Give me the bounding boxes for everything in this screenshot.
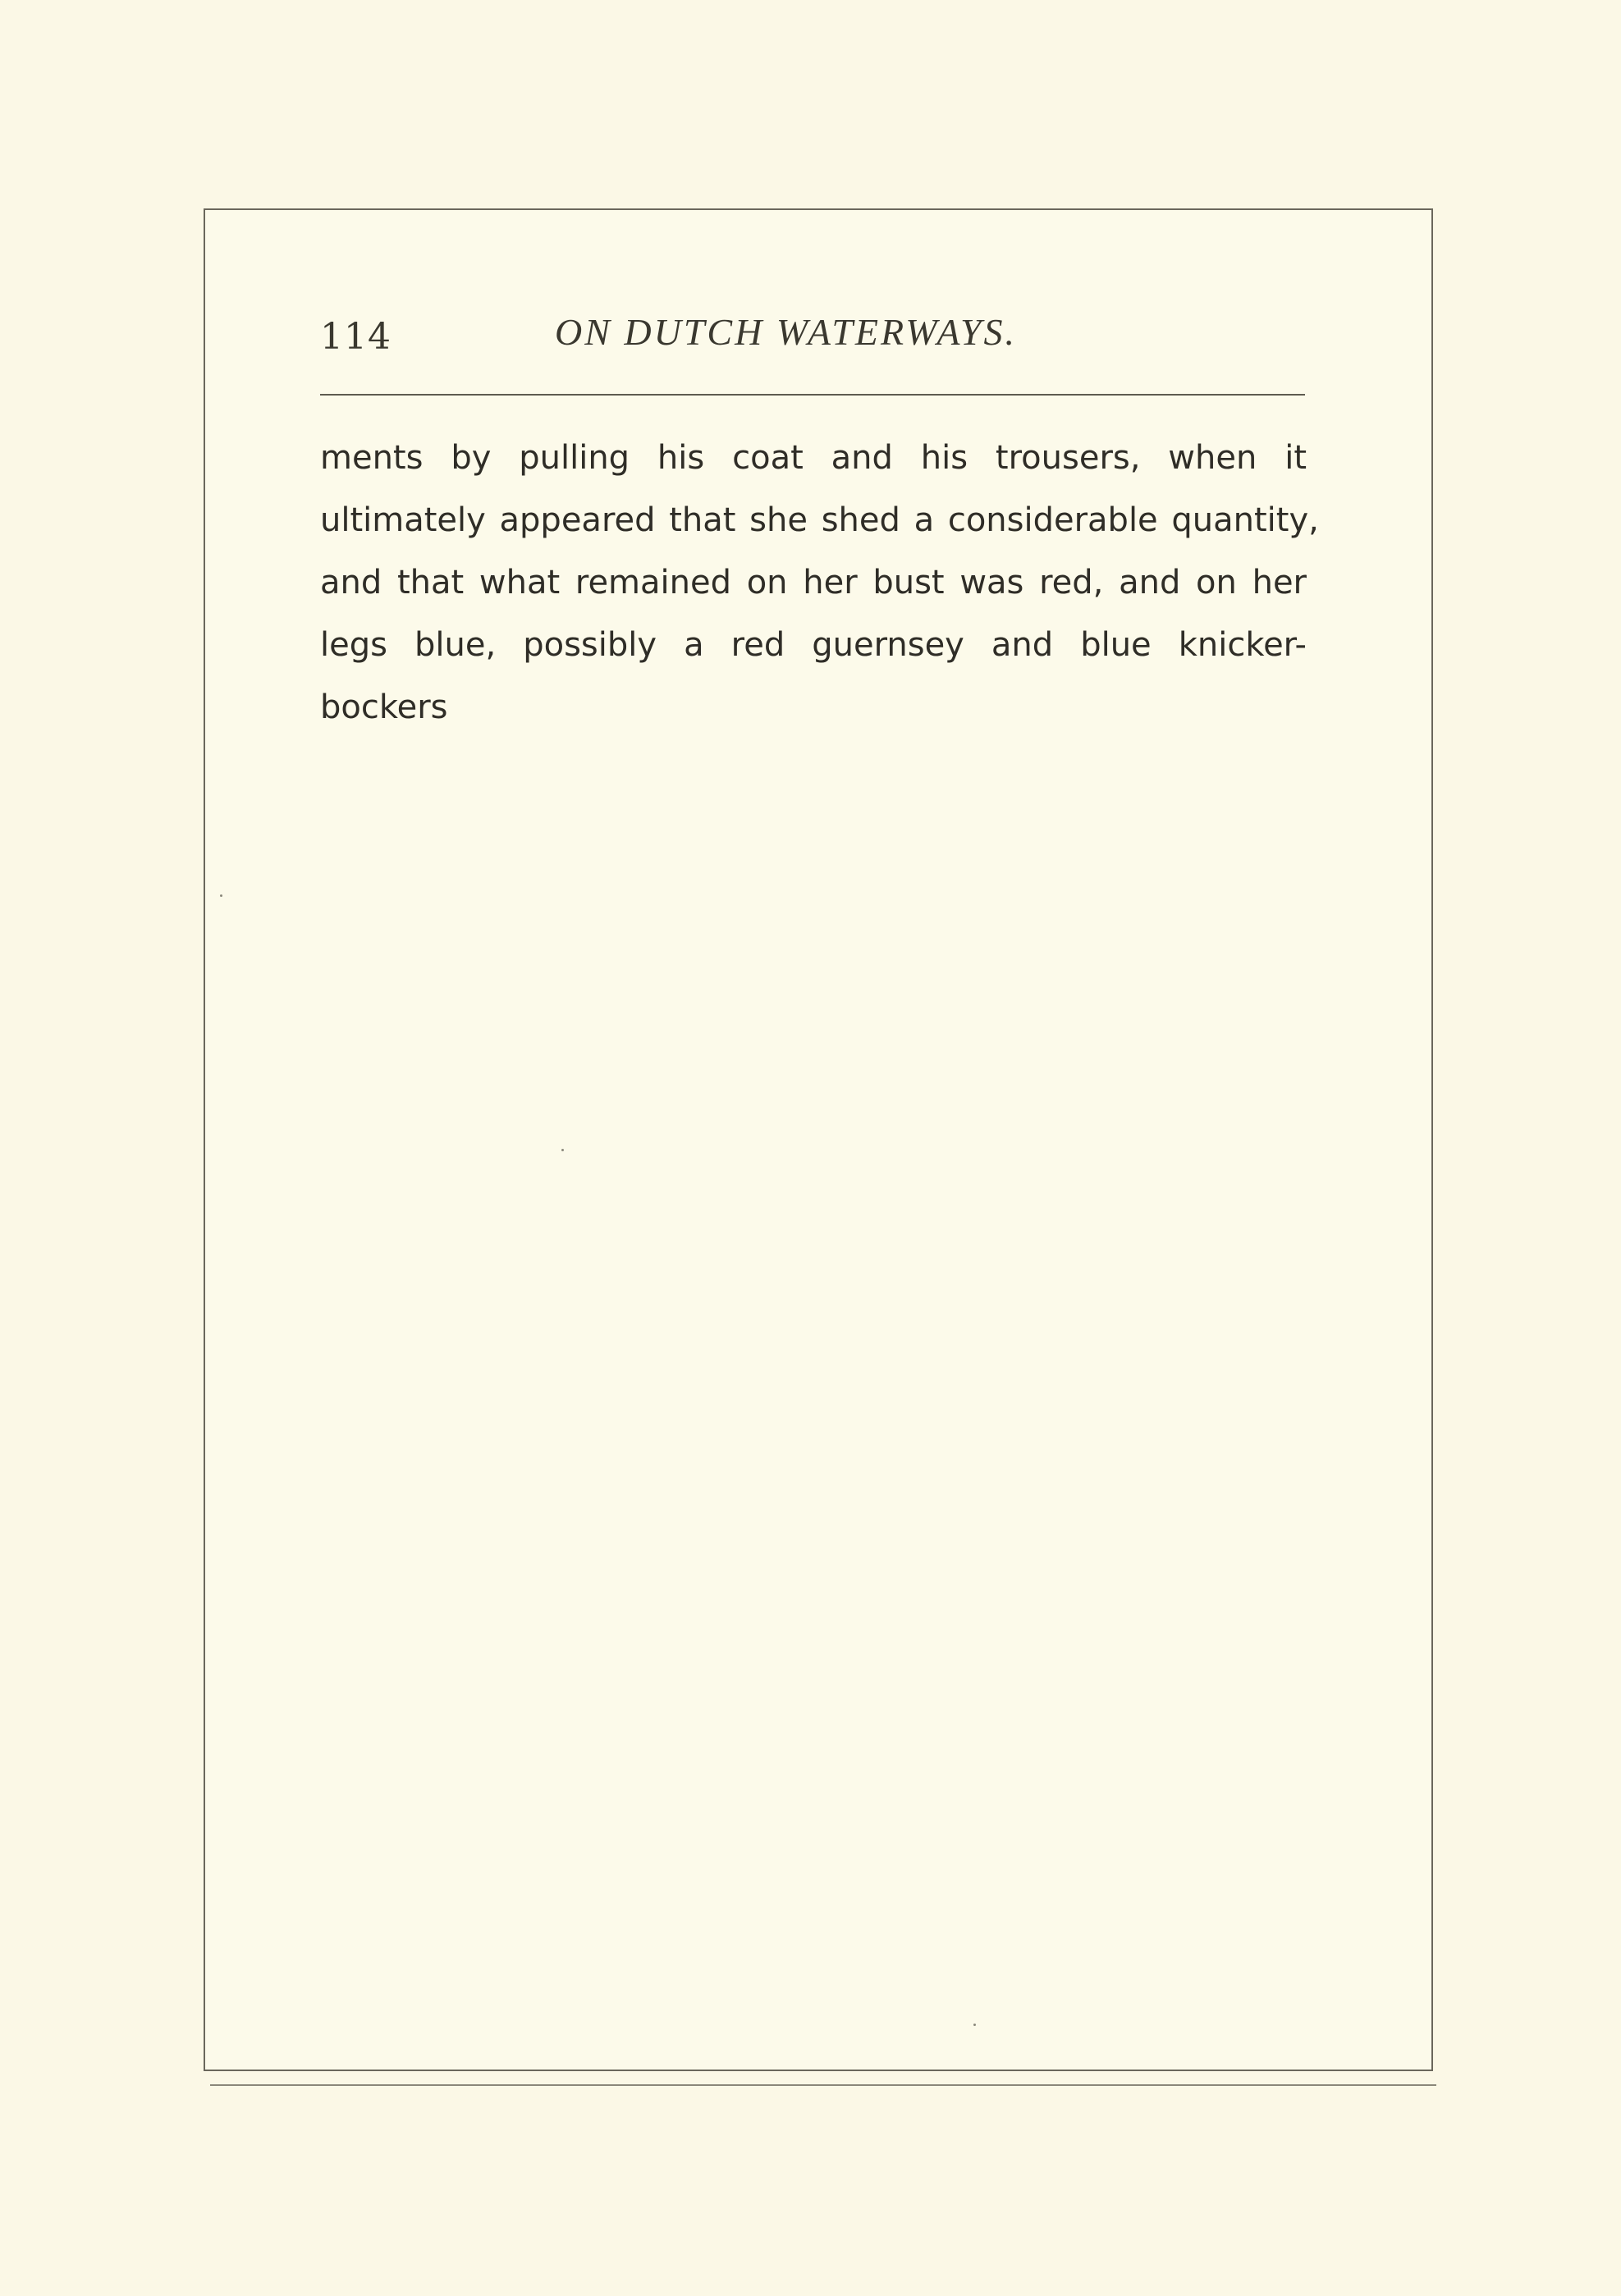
body-line: bockers — [320, 688, 448, 726]
page-number: 114 — [320, 316, 392, 358]
running-head: ON DUTCH WATERWAYS. — [555, 311, 1018, 353]
body-line: legs blue, possibly a red guernsey and blue knicker- — [320, 626, 1307, 664]
paper-speck — [561, 1149, 564, 1151]
body-line: ultimately appeared that she shed a considerable quantity, — [320, 501, 1319, 539]
body-line: and that what remained on her bust was red, and on her — [320, 564, 1307, 601]
body-text — [320, 427, 1319, 739]
body-line: ments by pulling his coat and his trousers, when it — [320, 439, 1307, 477]
frame-bottom-edge — [210, 2084, 1436, 2086]
paper-speck — [220, 894, 222, 897]
header-rule — [320, 394, 1305, 396]
paper-speck — [973, 2024, 976, 2026]
